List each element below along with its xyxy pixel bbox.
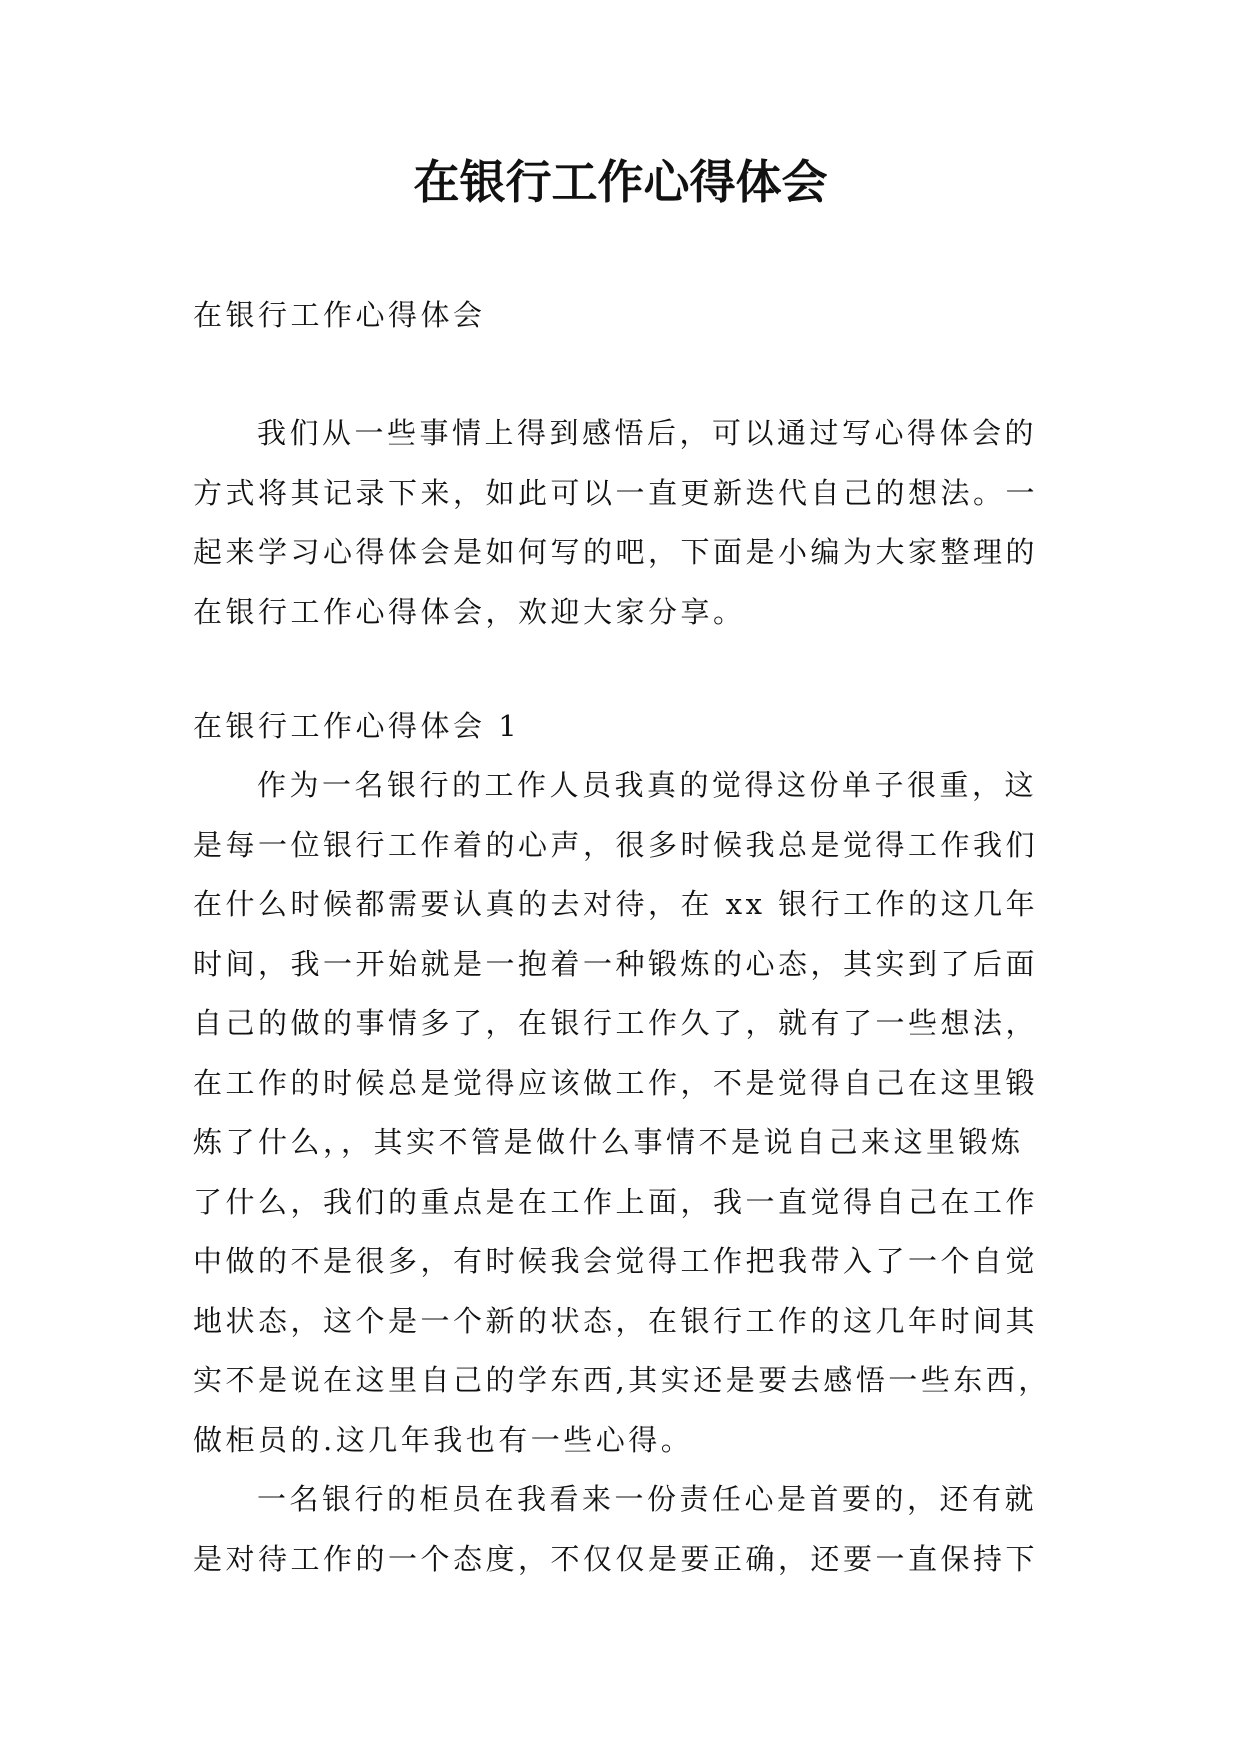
section-line: 实不是说在这里自己的学东西,其实还是要去感悟一些东西，: [193, 1363, 1051, 1397]
section-line: 作为一名银行的工作人员我真的觉得这份单子很重，这: [257, 768, 1038, 802]
intro-line: 在银行工作心得体会，欢迎大家分享。: [193, 594, 746, 629]
section-heading-text: 在银行工作心得体会 1: [193, 709, 521, 743]
section-line: 一名银行的柜员在我看来一份责任心是首要的，还有就: [257, 1482, 1038, 1516]
document-title: 在银行工作心得体会: [413, 155, 828, 209]
section-line: 地状态，这个是一个新的状态，在银行工作的这几年时间其: [193, 1303, 1039, 1338]
section-line: 做柜员的.这几年我也有一些心得。: [193, 1422, 694, 1457]
section-body: [193, 756, 1053, 1589]
section-line: 是每一位银行工作着的心声，很多时候我总是觉得工作我们: [193, 827, 1039, 862]
intro-line: 起来学习心得体会是如何写的吧，下面是小编为大家整理的: [193, 535, 1039, 569]
section-heading: [193, 697, 1053, 757]
section-line: 炼了什么，，其实不管是做什么事情不是说自己来这里锻炼: [193, 1125, 1024, 1159]
section-line: 在工作的时候总是觉得应该做工作，不是觉得自己在这里锻: [193, 1065, 1039, 1100]
section-line: 是对待工作的一个态度，不仅仅是要正确，还要一直保持下: [193, 1541, 1039, 1576]
section-line: 中做的不是很多，有时候我会觉得工作把我带入了一个自觉: [193, 1244, 1039, 1278]
section-line: 了什么，我们的重点是在工作上面，我一直觉得自己在工作: [193, 1184, 1039, 1219]
intro-line: 我们从一些事情上得到感悟后，可以通过写心得体会的: [257, 416, 1038, 450]
intro-paragraph: [193, 404, 1053, 642]
section-line: 在什么时候都需要认真的去对待，在 xx 银行工作的这几年: [193, 887, 1039, 921]
intro-line: 方式将其记录下来，如此可以一直更新迭代自己的想法。一: [193, 475, 1039, 510]
section-line: 自己的做的事情多了，在银行工作久了，就有了一些想法，: [193, 1006, 1039, 1040]
subtitle-text: 在银行工作心得体会: [193, 298, 486, 332]
section-line: 时间，我一开始就是一抱着一种锻炼的心态，其实到了后面: [193, 946, 1039, 981]
document-subtitle: [193, 286, 1053, 346]
